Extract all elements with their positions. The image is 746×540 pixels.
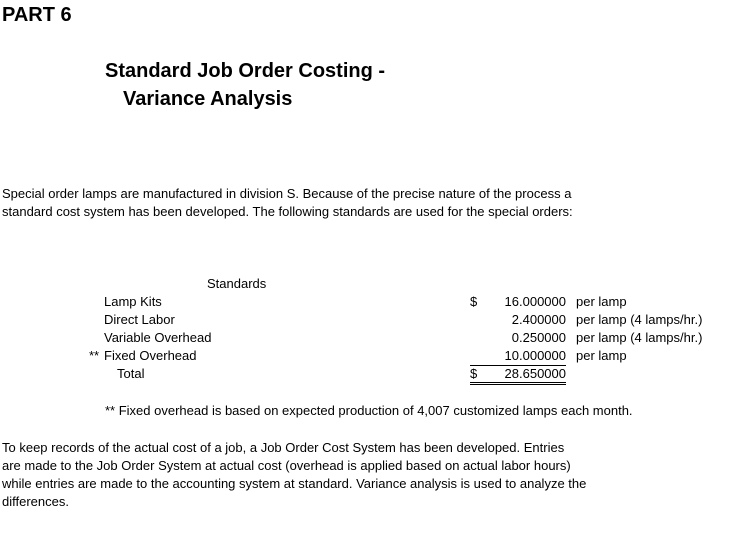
currency-symbol: $ xyxy=(470,294,478,309)
currency-symbol: $ xyxy=(470,366,478,381)
standards-row-total xyxy=(0,366,746,384)
fixed-overhead-footnote: ** Fixed overhead is based on expected production of 4,007 customized lamps each month. xyxy=(105,403,633,418)
footnote-marker: ** xyxy=(89,348,100,363)
amount-value: 2.400000 xyxy=(511,312,566,327)
closing-line: differences. xyxy=(2,494,69,509)
standards-row-amount xyxy=(470,348,566,366)
amount-value: 0.250000 xyxy=(511,330,566,345)
closing-paragraph xyxy=(2,439,586,511)
standards-row-unit: per lamp (4 lamps/hr.) xyxy=(576,312,703,327)
standards-row-fixed-overhead xyxy=(0,348,746,366)
closing-line: are made to the Job Order System at actual cost (overhead is applied based on actual labor hours) xyxy=(2,458,571,473)
standards-heading: Standards xyxy=(207,276,267,291)
page-title-line-1: Standard Job Order Costing - xyxy=(105,60,386,82)
standards-row-amount xyxy=(470,330,566,345)
standards-row-direct-labor xyxy=(0,312,746,330)
standards-row-amount xyxy=(470,294,566,309)
closing-line: To keep records of the actual cost of a job, a Job Order Cost System has been developed. Entries xyxy=(2,440,565,455)
standards-row-label: Variable Overhead xyxy=(104,330,212,345)
standards-row-unit: per lamp (4 lamps/hr.) xyxy=(576,330,703,345)
standards-row-unit: per lamp xyxy=(576,348,627,363)
standards-row-lamp-kits xyxy=(0,294,746,312)
amount-value: 10.000000 xyxy=(504,348,566,363)
amount-value: 16.000000 xyxy=(504,294,566,309)
standards-row-label: Direct Labor xyxy=(104,312,175,327)
amount-value: 28.650000 xyxy=(504,366,566,381)
closing-line: while entries are made to the accounting system at standard. Variance analysis is used to analyze the xyxy=(2,476,587,491)
standards-row-amount xyxy=(470,312,566,327)
standards-row-unit: per lamp xyxy=(576,294,627,309)
intro-line: Special order lamps are manufactured in division S. Because of the precise nature of the process a xyxy=(2,186,572,201)
standards-row-label: Total xyxy=(117,366,145,381)
standards-row-label: Fixed Overhead xyxy=(104,348,197,363)
standards-row-label: Lamp Kits xyxy=(104,294,162,309)
intro-paragraph xyxy=(2,185,573,221)
part-heading: PART 6 xyxy=(2,4,72,26)
page-title-line-2: Variance Analysis xyxy=(123,88,293,110)
intro-line: standard cost system has been developed. The following standards are used for the special orders: xyxy=(2,204,573,219)
standards-row-variable-overhead xyxy=(0,330,746,348)
standards-row-amount xyxy=(470,366,566,385)
